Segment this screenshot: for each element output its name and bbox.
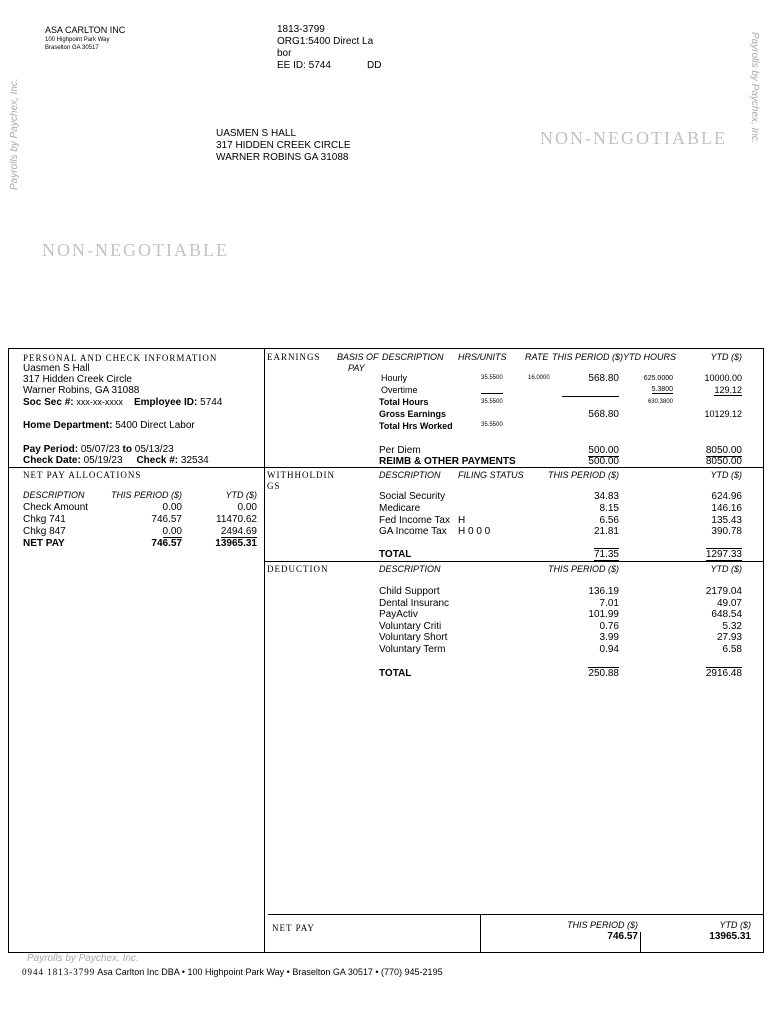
deductions-header-desc: DESCRIPTION	[379, 564, 441, 574]
non-negotiable-watermark-right: NON-NEGOTIABLE	[540, 128, 727, 148]
allocations-section-title: NET PAY ALLOCATIONS	[23, 470, 142, 480]
withholdings-total-period-value: 71.35	[593, 549, 619, 560]
earnings-header-ytd-hours: YTD HOURS	[623, 352, 677, 362]
department-value: 5400 Direct Labor	[115, 420, 195, 431]
withholding-desc-fed-income-tax: Fed Income Tax	[379, 515, 450, 526]
earnings-gross-desc: Gross Earnings	[379, 409, 447, 419]
earnings-overtime-ytd-hours-value: 5.3800	[651, 386, 673, 393]
earnings-per-diem-ytd-value: 8050.00	[705, 445, 742, 456]
company-address-line1: 100 Highpoint Park Way	[45, 37, 110, 43]
earnings-per-diem-period	[560, 445, 619, 456]
frame-left	[8, 348, 9, 953]
earnings-per-diem-desc: Per Diem	[379, 445, 421, 456]
allocation-desc-check-amount: Check Amount	[23, 502, 89, 513]
withholding-desc-medicare: Medicare	[379, 503, 421, 514]
pay-period-to: to	[122, 444, 132, 455]
deduction-ytd-voluntary-short: 27.93	[716, 632, 742, 643]
earnings-hourly-period: 568.80	[588, 373, 619, 384]
deduction-desc-payactiv: PayActiv	[379, 609, 418, 620]
earnings-header-basis1: BASIS OF	[337, 352, 379, 362]
frame-right	[763, 348, 764, 953]
employee-id-value: 5744	[200, 397, 223, 408]
check-number-label: Check #:	[136, 455, 179, 466]
allocations-header-desc: DESCRIPTION	[23, 490, 85, 500]
withholdings-header-period: THIS PERIOD ($)	[547, 470, 619, 480]
deduction-ytd-voluntary-term: 6.58	[722, 644, 742, 655]
withholding-desc-social-security: Social Security	[379, 491, 446, 502]
earnings-overtime-desc: Overtime	[381, 385, 418, 395]
deductions-total-ytd	[680, 668, 742, 679]
payee-street: 317 HIDDEN CREEK CIRCLE	[216, 140, 351, 151]
net-pay-ytd-value: 13965.31	[709, 931, 751, 942]
pay-period-label: Pay Period:	[23, 444, 79, 455]
check-date-row	[23, 455, 209, 466]
deductions-header-ytd: YTD ($)	[710, 564, 742, 574]
withholding-period-fed-income-tax: 6.56	[599, 515, 619, 526]
company-address-line2: Braselton GA 30517	[45, 45, 99, 51]
allocation-desc-net-pay: NET PAY	[23, 538, 65, 549]
withholdings-section-title-line2: GS	[267, 481, 281, 491]
check-date-label: Check Date:	[23, 455, 81, 466]
withholdings-total-period	[560, 549, 619, 560]
paychex-vertical-watermark-left: Payrolls by Paychex, Inc.	[9, 78, 20, 190]
withholding-period-medicare: 8.15	[599, 503, 619, 514]
department-row	[23, 420, 195, 431]
footer-company-text: Asa Carlton Inc DBA • 100 Highpoint Park Way • Braselton GA 30517 • (770) 945-2195	[97, 967, 443, 977]
earnings-hourly-desc: Hourly	[381, 373, 408, 383]
withholding-desc-ga-income-tax: GA Income Tax	[379, 526, 447, 537]
deduction-period-voluntary-criti: 0.76	[599, 621, 619, 632]
employee-street: 317 Hidden Creek Circle	[23, 374, 132, 385]
employee-city: Warner Robins, GA 31088	[23, 385, 140, 396]
personal-divider	[8, 467, 265, 468]
allocation-ytd-chkg847-value: 2494.69	[220, 526, 257, 537]
earnings-header-ytd: YTD ($)	[710, 352, 742, 362]
withholdings-header-desc: DESCRIPTION	[379, 470, 441, 480]
withholdings-divider	[264, 467, 764, 468]
allocation-period-net-pay: 746.57	[151, 538, 182, 549]
check-number-value: 32534	[180, 455, 209, 466]
withholding-filing-ga-income-tax: H 0 0 0	[458, 526, 491, 537]
earnings-hourly-rate: 16.0000	[528, 375, 550, 381]
earnings-header-basis2: PAY	[348, 363, 365, 373]
earnings-total-hours-hrs: 35.5500	[481, 399, 503, 405]
payee-name: UASMEN S HALL	[216, 128, 297, 139]
deduction-period-dental: 7.01	[599, 598, 619, 609]
allocations-header-period: THIS PERIOD ($)	[110, 490, 182, 500]
earnings-worked-desc: Total Hrs Worked	[379, 421, 453, 431]
allocation-period-chkg847	[112, 526, 182, 537]
employee-name: Uasmen S Hall	[23, 363, 90, 374]
earnings-worked-hrs: 35.5500	[481, 422, 503, 428]
frame-top	[8, 348, 764, 349]
deductions-header-period: THIS PERIOD ($)	[547, 564, 619, 574]
earnings-per-diem-ytd	[680, 445, 742, 456]
allocation-ytd-chkg847	[197, 526, 257, 537]
withholdings-total-ytd	[680, 549, 742, 560]
earnings-gross-period: 568.80	[588, 409, 619, 420]
deduction-desc-voluntary-criti: Voluntary Criti	[379, 621, 442, 632]
allocation-desc-chkg741: Chkg 741	[23, 514, 66, 525]
earnings-header-rate: RATE	[525, 352, 549, 362]
net-pay-ytd-label: YTD ($)	[719, 920, 751, 930]
deductions-total-period	[560, 668, 619, 679]
non-negotiable-watermark-left: NON-NEGOTIABLE	[42, 240, 229, 260]
deductions-total-ytd-value: 2916.48	[705, 668, 742, 679]
ssn-value: xxx-xx-xxxx	[76, 397, 123, 407]
earnings-header-period: THIS PERIOD ($)	[552, 352, 624, 362]
net-pay-period-label: THIS PERIOD ($)	[566, 920, 638, 930]
earnings-header-hrs: HRS/UNITS	[458, 352, 507, 362]
deduction-ytd-child-support: 2179.04	[705, 586, 742, 597]
pay-period-end: 05/13/23	[134, 444, 174, 455]
deductions-section-title: DEDUCTION	[267, 564, 329, 574]
net-pay-ytd-divider	[640, 932, 641, 952]
org-line1: ORG1:5400 Direct La	[277, 36, 374, 47]
pay-period-start: 05/07/23	[80, 444, 120, 455]
allocation-period-check-amount: 0.00	[162, 502, 182, 513]
withholding-filing-fed-income-tax: H	[458, 515, 466, 526]
earnings-overtime-ytd-value: 129.12	[714, 385, 742, 395]
deduction-desc-child-support: Child Support	[379, 586, 440, 597]
account-number: 1813-3799	[277, 24, 325, 35]
allocation-period-chkg741: 746.57	[151, 514, 182, 525]
earnings-hourly-hrs: 35.5500	[481, 375, 503, 381]
earnings-hourly-ytd: 10000.00	[704, 373, 742, 383]
paychex-vertical-watermark-right: Payrolls by Paychex, Inc.	[749, 32, 760, 144]
deduction-desc-dental: Dental Insuranc	[379, 598, 450, 609]
deductions-total-period-value: 250.88	[588, 668, 619, 679]
footer-code: 0944 1813-3799	[22, 967, 96, 977]
deduction-desc-voluntary-term: Voluntary Term	[379, 644, 446, 655]
deduction-period-voluntary-term: 0.94	[599, 644, 619, 655]
allocation-ytd-net-pay: 13965.31	[215, 538, 257, 549]
deduction-ytd-payactiv: 648.54	[711, 609, 742, 620]
earnings-period-subtotal-rule	[562, 396, 619, 397]
net-pay-box-top	[268, 914, 764, 915]
allocation-ytd-chkg741: 11470.62	[216, 514, 257, 525]
withholdings-total-ytd-value: 1297.33	[705, 549, 742, 560]
deduction-ytd-voluntary-criti: 5.32	[722, 621, 742, 632]
pay-period-row	[23, 444, 174, 455]
earnings-per-diem-period-value: 500.00	[588, 445, 619, 456]
deductions-total-label: TOTAL	[379, 668, 412, 679]
withholdings-section-title-line1: WITHHOLDIN	[267, 470, 335, 480]
payee-city: WARNER ROBINS GA 31088	[216, 152, 349, 163]
earnings-overtime-ytd	[680, 385, 742, 395]
employee-id-label: Employee ID:	[134, 397, 198, 408]
earnings-overtime-ytd-hours	[630, 386, 673, 394]
footer-paychex-watermark: Payrolls by Paychex, Inc.	[27, 953, 139, 964]
withholding-period-social-security: 34.83	[593, 491, 619, 502]
allocation-desc-chkg847: Chkg 847	[23, 526, 66, 537]
earnings-reimb-period: 500.00	[588, 456, 619, 467]
personal-section-title: PERSONAL AND CHECK INFORMATION	[23, 353, 218, 363]
deduction-period-voluntary-short: 3.99	[599, 632, 619, 643]
company-name: ASA CARLTON INC	[45, 25, 126, 35]
earnings-gross-ytd: 10129.12	[704, 409, 742, 419]
earnings-total-hours-ytd-hours: 630.3800	[647, 399, 673, 405]
withholding-ytd-ga-income-tax: 390.78	[711, 526, 742, 537]
withholding-ytd-social-security: 624.96	[711, 491, 742, 502]
ssn-label: Soc Sec #:	[23, 397, 74, 408]
deduction-period-child-support: 136.19	[588, 586, 619, 597]
org-line2: bor	[277, 48, 292, 59]
withholdings-header-filing: FILING STATUS	[458, 470, 524, 480]
employee-id-header: EE ID: 5744	[277, 60, 331, 71]
withholding-period-ga-income-tax: 21.81	[593, 526, 619, 537]
check-date-value: 05/19/23	[83, 455, 123, 466]
net-pay-label: NET PAY	[272, 923, 315, 933]
earnings-overtime-hrs-rule	[481, 393, 503, 394]
earnings-total-hours-desc: Total Hours	[379, 397, 429, 407]
frame-column-divider	[264, 348, 265, 953]
deduction-divider	[264, 561, 764, 562]
earnings-section-title: EARNINGS	[267, 352, 321, 362]
department-label: Home Department:	[23, 420, 113, 431]
allocation-period-chkg847-value: 0.00	[162, 526, 182, 537]
withholding-ytd-fed-income-tax: 135.43	[711, 515, 742, 526]
withholdings-header-ytd: YTD ($)	[710, 470, 742, 480]
deduction-desc-voluntary-short: Voluntary Short	[379, 632, 448, 643]
footer-line	[22, 967, 443, 977]
earnings-reimb-desc: REIMB & OTHER PAYMENTS	[379, 456, 516, 467]
direct-deposit-flag: DD	[367, 60, 382, 71]
deduction-ytd-dental: 49.07	[716, 598, 742, 609]
allocation-ytd-check-amount: 0.00	[237, 502, 257, 513]
withholdings-total-label: TOTAL	[379, 549, 412, 560]
net-pay-box-divider	[480, 914, 481, 952]
earnings-hourly-ytd-hours: 625.0000	[643, 375, 673, 382]
deduction-period-payactiv: 101.99	[588, 609, 619, 620]
earnings-header-desc: DESCRIPTION	[382, 352, 444, 362]
earnings-reimb-ytd: 8050.00	[705, 456, 742, 467]
allocations-header-ytd: YTD ($)	[225, 490, 257, 500]
net-pay-period-value: 746.57	[607, 931, 638, 942]
ssn-row	[23, 397, 222, 408]
withholding-ytd-medicare: 146.16	[711, 503, 742, 514]
